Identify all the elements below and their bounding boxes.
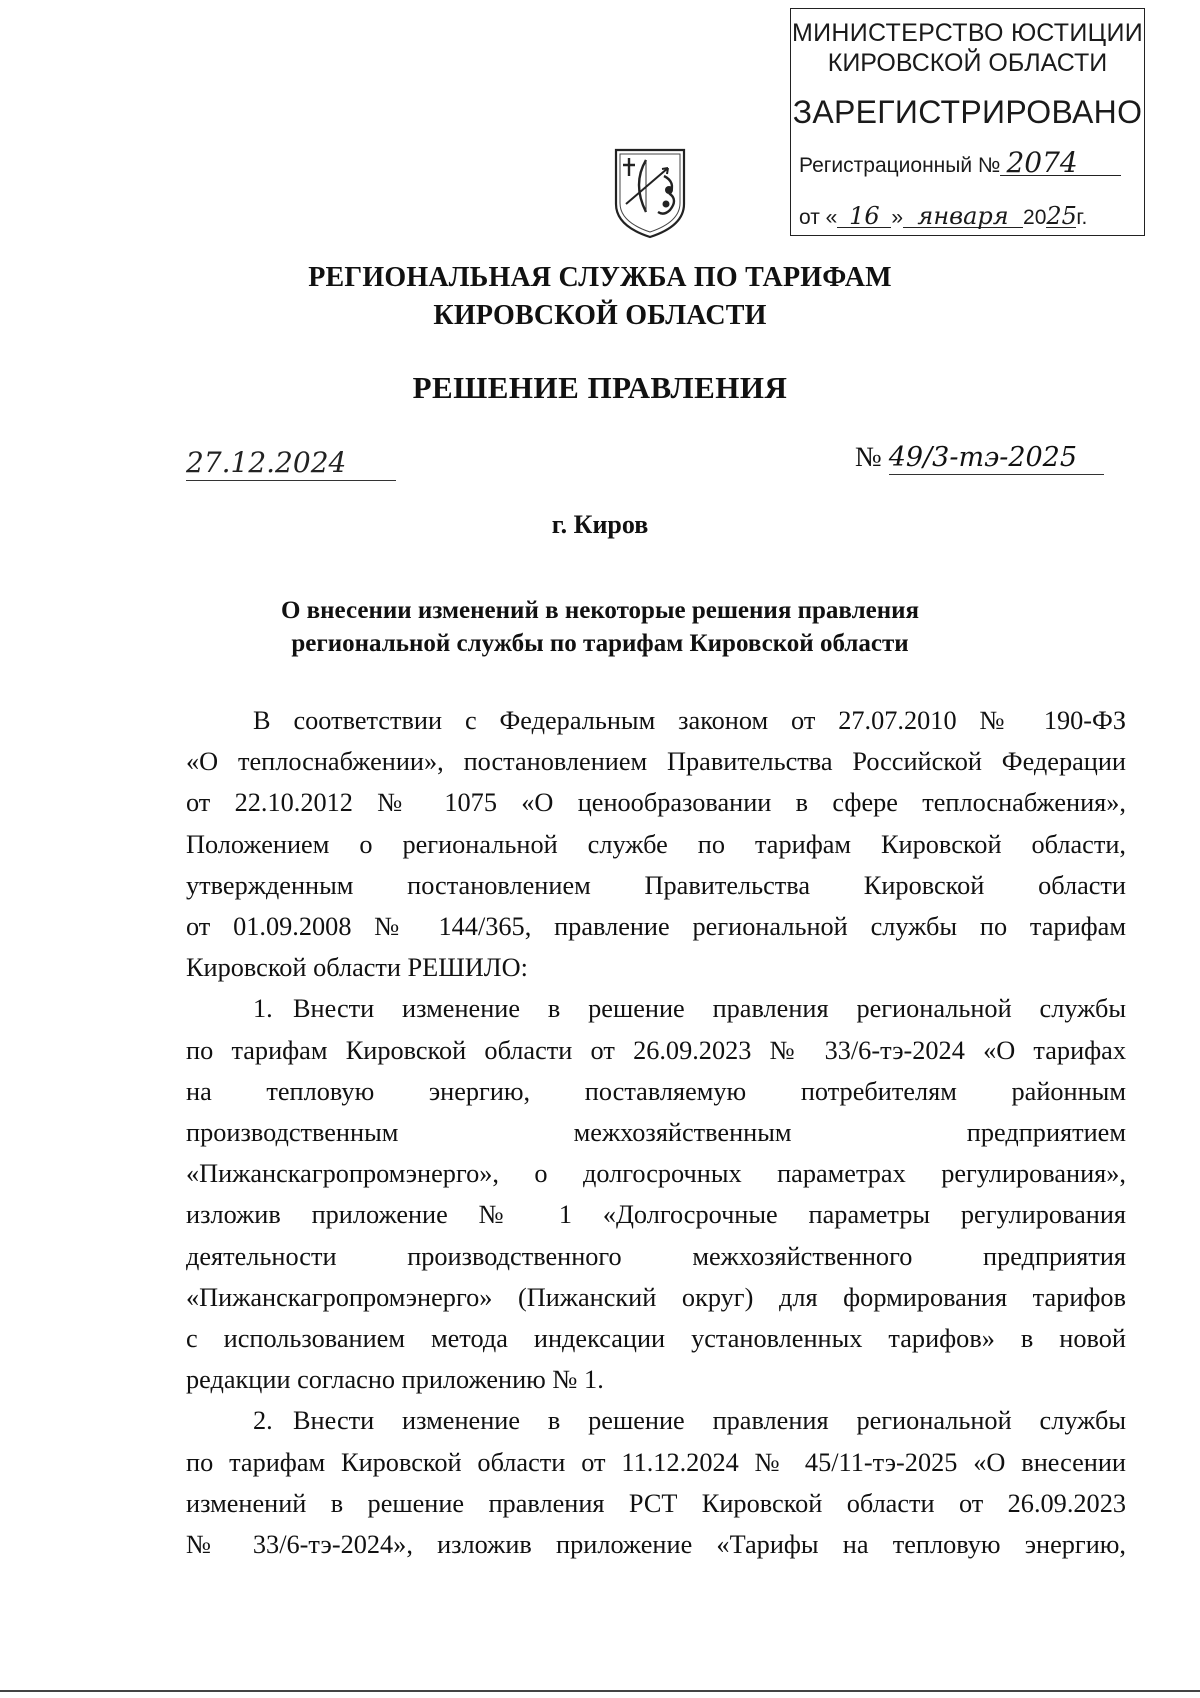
item2-line: № 33/6-тэ-2024», изложив приложение «Тарифы на тепловую энергию, [186,1530,1126,1560]
stamp-day: 16 [837,205,891,228]
decision-date: 27.12.2024 [186,446,396,481]
preamble-line: Положением о региональной службе по тарифам Кировской области, [186,829,1126,859]
item1-line: на тепловую энергию, поставляемую потребителям районным [186,1076,1126,1106]
city: г. Киров [551,510,649,539]
item1-number: 1. [253,994,273,1024]
item1-line: по тарифам Кировской области от 26.09.2023 № 33/6-тэ-2024 «О тарифах [186,1035,1126,1065]
stamp-date-row [799,202,1088,230]
item2-line: по тарифам Кировской области от 11.12.2024 № 45/11-тэ-2025 «О внесении [186,1447,1126,1477]
item2-first-line [186,1400,1126,1441]
preamble-line: «О теплоснабжении», постановлением Правительства Российской Федерации [186,747,1126,777]
item1-line: деятельности производственного межхозяйственного предприятия [186,1241,1126,1271]
stamp-reg-label: Регистрационный № [799,154,1001,177]
preamble-line: от 22.10.2012 № 1075 «О ценообразовании в сфере теплоснабжения», [186,788,1126,818]
stamp-day-close: » [891,206,904,229]
item1-line: Внести изменение в решение правления региональной службы [293,994,1126,1024]
stamp-year-prefix: 20 [1023,206,1047,229]
stamp-ministry-line1: МИНИСТЕРСТВО ЮСТИЦИИ [792,19,1143,47]
decision-number-row [855,442,1104,475]
decision-number: 49/3-тэ-2025 [889,442,1104,475]
stamp-status: ЗАРЕГИСТРИРОВАНО [792,94,1143,130]
body-text [186,700,1126,1565]
org-name-line2: КИРОВСКОЙ ОБЛАСТИ [433,300,767,331]
stamp-registration-number-row [799,146,1121,179]
preamble-line: от 01.09.2008 № 144/365, правление региональной службы по тарифам [186,912,1126,942]
preamble-line: В соответствии с Федеральным законом от 27.07.2010 № 190-ФЗ [253,706,1126,735]
item1-line: производственным межхозяйственным предприятием [186,1118,1126,1148]
item1-line: «Пижанскагропромэнерго», о долгосрочных параметрах регулирования», [186,1159,1126,1189]
preamble-line: Кировской области РЕШИЛО: [186,953,528,983]
item2-line: изменений в решение правления РСТ Кировской области от 26.09.2023 [186,1488,1126,1518]
item1-first-line [186,988,1126,1029]
subject-line2: региональной службы по тарифам Кировской области [291,630,909,657]
decision-number-label: № [855,442,882,473]
stamp-date-prefix: от « [799,206,838,229]
item1-line: «Пижанскагропромэнерго» (Пижанский округ) для формирования тарифов [186,1282,1126,1312]
item1-line: изложив приложение № 1 «Долгосрочные параметры регулирования [186,1200,1126,1230]
document-kind: РЕШЕНИЕ ПРАВЛЕНИЯ [412,370,788,405]
item1-line: редакции согласно приложению № 1. [186,1365,604,1395]
page-bottom-rule [0,1690,1200,1692]
coat-of-arms-icon [612,146,688,240]
stamp-ministry-line2: КИРОВСКОЙ ОБЛАСТИ [827,49,1108,77]
registration-stamp [790,8,1145,236]
stamp-year-mark: г. [1076,206,1088,229]
org-name-line1: РЕГИОНАЛЬНАЯ СЛУЖБА ПО ТАРИФАМ [308,262,892,293]
item2-number: 2. [253,1406,273,1436]
subject-line1: О внесении изменений в некоторые решения правления [280,597,920,624]
item2-line: Внести изменение в решение правления региональной службы [293,1406,1126,1436]
stamp-reg-number: 2074 [1000,151,1121,176]
item1-line: с использованием метода индексации установленных тарифов» в новой [186,1324,1126,1354]
stamp-year-suffix: 25 [1046,202,1077,230]
stamp-month: января [903,205,1023,228]
preamble-line: утвержденным постановлением Правительства Кировской области [186,870,1126,900]
